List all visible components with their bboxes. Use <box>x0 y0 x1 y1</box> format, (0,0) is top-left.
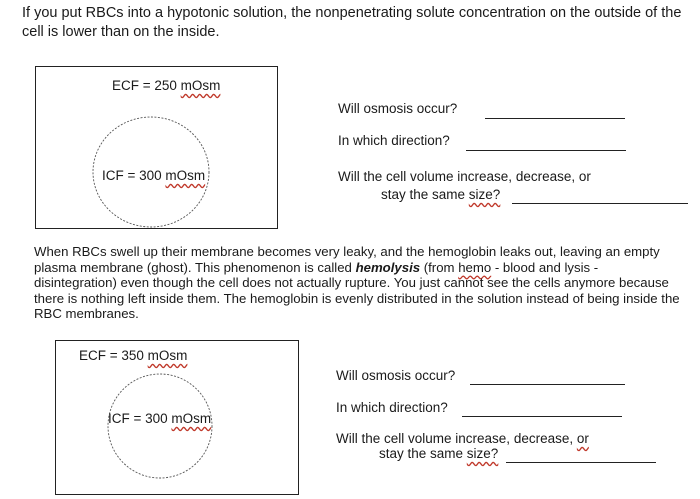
q2-volume-size: size? <box>466 446 499 461</box>
q1-volume-line1: Will the cell volume increase, decrease, or <box>338 169 591 184</box>
diagram-1-icf-label <box>102 168 205 183</box>
diagram-2-ecf-label <box>79 348 187 363</box>
q1-direction: In which direction? <box>338 133 450 148</box>
paragraph-part3: - blood and lysis - disintegration) even though the cell does not actually rupture. You just cannot see the cells anymore because there is nothing left inside them. The hemoglobin is evenly distributed in the solution instead of being inside the RBC membranes. <box>34 259 680 322</box>
q1-direction-answer-line[interactable] <box>466 150 626 151</box>
intro-text: If you put RBCs into a hypotonic solution, the nonpenetrating solute concentration on the outside of the cell is lower than on the inside. <box>22 5 682 40</box>
q2-osmosis: Will osmosis occur? <box>336 368 456 383</box>
hemolysis-paragraph <box>34 244 684 322</box>
q1-volume-size: size? <box>468 187 501 202</box>
paragraph-part2: (from <box>420 259 459 275</box>
q1-osmosis-answer-line[interactable] <box>485 118 625 119</box>
diagram-2-ecf-prefix: ECF = 350 <box>79 348 148 363</box>
paragraph-hemo: hemo <box>458 259 492 275</box>
q1-osmosis: Will osmosis occur? <box>338 101 458 116</box>
q2-direction-answer-line[interactable] <box>462 416 622 417</box>
paragraph-term: hemolysis <box>355 259 421 275</box>
diagram-2-icf-prefix: ICF = 300 <box>108 411 172 426</box>
q1-volume-prefix: stay the same <box>381 187 469 202</box>
diagram-2-ecf-unit: mOsm <box>147 348 188 363</box>
diagram-1-icf-unit: mOsm <box>165 168 206 183</box>
q2-direction: In which direction? <box>336 400 448 415</box>
q1-volume-line2 <box>381 187 500 202</box>
diagram-1-icf-prefix: ICF = 300 <box>102 168 166 183</box>
q2-volume-prefix2: stay the same <box>379 446 467 461</box>
q2-volume-line2 <box>379 446 498 461</box>
diagram-2-icf-unit: mOsm <box>171 411 212 426</box>
q2-volume-or: or <box>576 431 589 446</box>
diagram-1-ecf-unit: mOsm <box>180 78 221 93</box>
diagram-2-cell-membrane <box>103 370 218 485</box>
diagram-1-ecf-prefix: ECF = 250 <box>112 78 181 93</box>
diagram-1-ecf-label <box>112 78 220 93</box>
diagram-2-icf-label <box>108 411 211 426</box>
q2-volume-answer-line[interactable] <box>506 462 656 463</box>
paragraph-part1: When RBCs swell up their membrane becomes very leaky, and the hemoglobin leaks out, leaving an empty plasma membrane (ghost). This phenomenon is called <box>34 244 660 275</box>
q2-osmosis-answer-line[interactable] <box>470 384 625 385</box>
q2-volume-prefix1: Will the cell volume increase, decrease, <box>336 431 577 446</box>
q1-volume-answer-line[interactable] <box>512 203 688 204</box>
q2-volume-line1 <box>336 431 589 446</box>
